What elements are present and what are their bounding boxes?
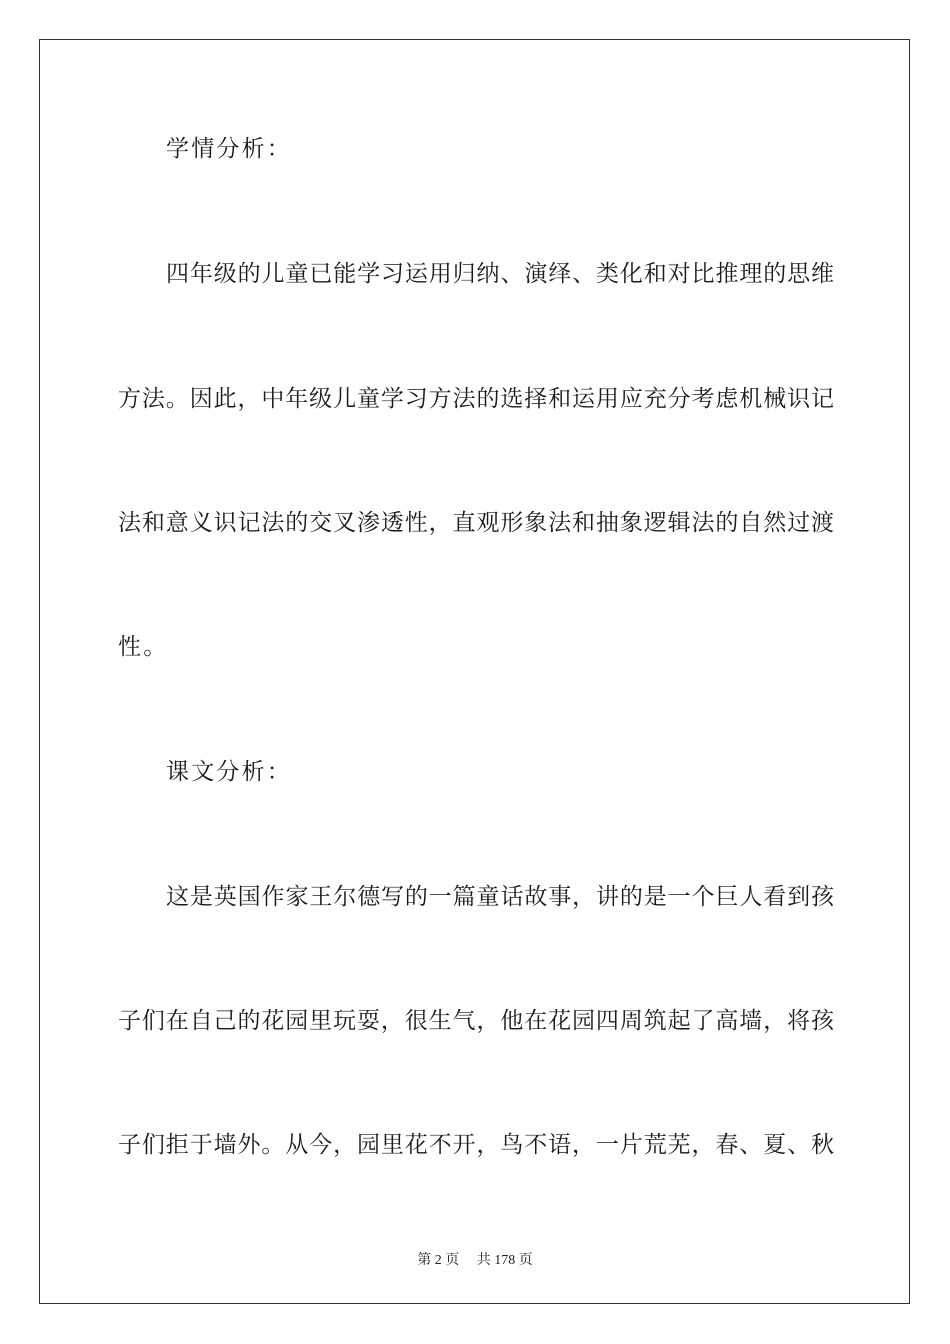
heading-text-analysis: 课文分析：: [166, 759, 292, 785]
page-footer: [0, 1249, 950, 1269]
paragraph-line: 子们拒于墙外。从今，园里花不开，鸟不语，一片荒芜，春、夏、秋: [118, 1132, 834, 1158]
page-total: 共 178 页: [476, 1253, 533, 1268]
paragraph-line: 方法。因此，中年级儿童学习方法的选择和运用应充分考虑机械识记: [118, 386, 834, 412]
page-number: 第 2 页: [417, 1253, 460, 1268]
paragraph-line: 性。: [118, 634, 169, 660]
paragraph-line: 这是英国作家王尔德写的一篇童话故事，讲的是一个巨人看到孩: [166, 884, 834, 910]
paragraph-line: 子们在自己的花园里玩耍，很生气，他在花园四周筑起了高墙，将孩: [118, 1008, 834, 1034]
paragraph-line: 法和意义识记法的交叉渗透性，直观形象法和抽象逻辑法的自然过渡: [118, 510, 834, 536]
paragraph-line: 四年级的儿童已能学习运用归纳、演绎、类化和对比推理的思维: [166, 261, 834, 287]
heading-student-analysis: 学情分析：: [166, 136, 292, 162]
page-border: [39, 39, 910, 1304]
